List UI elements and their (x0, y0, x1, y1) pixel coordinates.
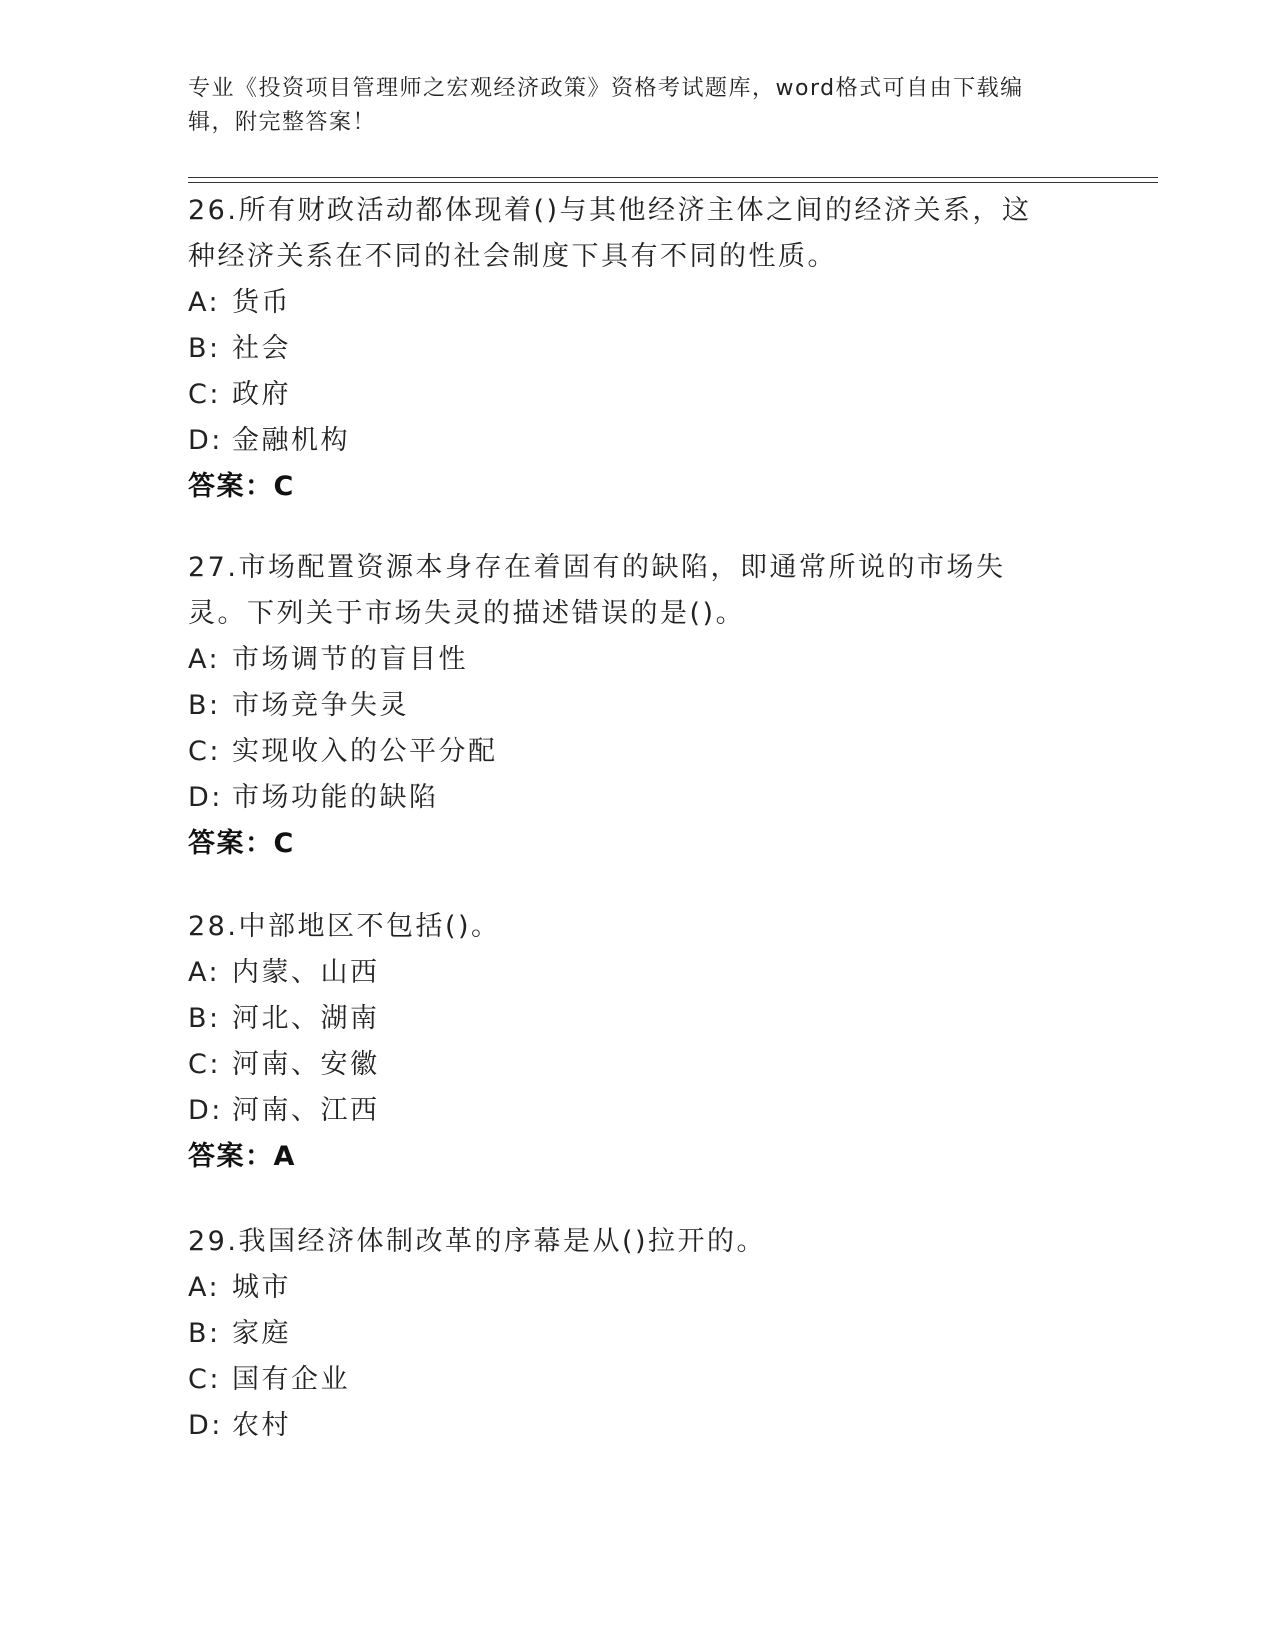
answer-label: 答案： (188, 1141, 274, 1172)
header-divider-bottom (188, 182, 1158, 183)
option-b (188, 1311, 1088, 1357)
option-letter: D: (188, 1095, 223, 1126)
option-letter: B: (188, 333, 221, 364)
option-text: 河南、江西 (232, 1095, 380, 1126)
answer-label: 答案： (188, 828, 274, 859)
option-a (188, 280, 1088, 326)
option-text: 城市 (232, 1272, 291, 1303)
option-b (188, 683, 1088, 729)
option-text: 河北、湖南 (232, 1003, 380, 1034)
question-stem: 27.市场配置资源本身存在着固有的缺陷，即通常所说的市场失灵。下列关于市场失灵的描述错误的是()。 (188, 552, 1006, 629)
option-d (188, 1088, 1088, 1134)
option-letter: C: (188, 379, 221, 410)
option-a (188, 950, 1088, 996)
answer-line (188, 464, 1088, 510)
option-b (188, 996, 1088, 1042)
document-header: 专业《投资项目管理师之宏观经济政策》资格考试题库，word格式可自由下载编辑，附完整答案！ (188, 76, 1024, 135)
option-text: 市场竞争失灵 (232, 690, 409, 721)
option-letter: D: (188, 782, 223, 813)
option-letter: B: (188, 1318, 221, 1349)
option-d (188, 1403, 1088, 1449)
answer-line (188, 1134, 1088, 1180)
option-text: 农村 (232, 1410, 291, 1441)
option-text: 市场调节的盲目性 (232, 644, 468, 675)
option-letter: A: (188, 1272, 221, 1303)
option-text: 政府 (232, 379, 291, 410)
answer-value: C (273, 828, 295, 859)
option-c (188, 372, 1088, 418)
option-letter: B: (188, 690, 221, 721)
option-letter: C: (188, 1049, 221, 1080)
answer-value: C (273, 471, 295, 502)
option-text: 金融机构 (232, 425, 350, 456)
question-stem: 26.所有财政活动都体现着()与其他经济主体之间的经济关系，这种经济关系在不同的社会制度下具有不同的性质。 (188, 195, 1032, 272)
option-letter: A: (188, 287, 221, 318)
question-29 (188, 1219, 1088, 1449)
option-letter: C: (188, 1364, 221, 1395)
question-26 (188, 188, 1088, 510)
question-28 (188, 904, 1088, 1180)
option-letter: B: (188, 1003, 221, 1034)
option-text: 家庭 (232, 1318, 291, 1349)
option-text: 河南、安徽 (232, 1049, 380, 1080)
option-b (188, 326, 1088, 372)
option-letter: A: (188, 957, 221, 988)
option-d (188, 418, 1088, 464)
question-stem: 29.我国经济体制改革的序幕是从()拉开的。 (188, 1226, 767, 1257)
option-letter: D: (188, 425, 223, 456)
option-letter: A: (188, 644, 221, 675)
option-text: 国有企业 (232, 1364, 350, 1395)
option-d (188, 775, 1088, 821)
answer-line (188, 821, 1088, 867)
answer-value: A (273, 1141, 296, 1172)
header-divider-top (188, 177, 1158, 178)
option-a (188, 637, 1088, 683)
option-text: 货币 (232, 287, 291, 318)
question-stem: 28.中部地区不包括()。 (188, 911, 501, 942)
option-text: 实现收入的公平分配 (232, 736, 498, 767)
question-27 (188, 545, 1088, 867)
option-c (188, 1357, 1088, 1403)
option-letter: C: (188, 736, 221, 767)
option-c (188, 1042, 1088, 1088)
option-letter: D: (188, 1410, 223, 1441)
option-a (188, 1265, 1088, 1311)
option-text: 内蒙、山西 (232, 957, 380, 988)
option-c (188, 729, 1088, 775)
answer-label: 答案： (188, 471, 274, 502)
option-text: 社会 (232, 333, 291, 364)
option-text: 市场功能的缺陷 (232, 782, 439, 813)
